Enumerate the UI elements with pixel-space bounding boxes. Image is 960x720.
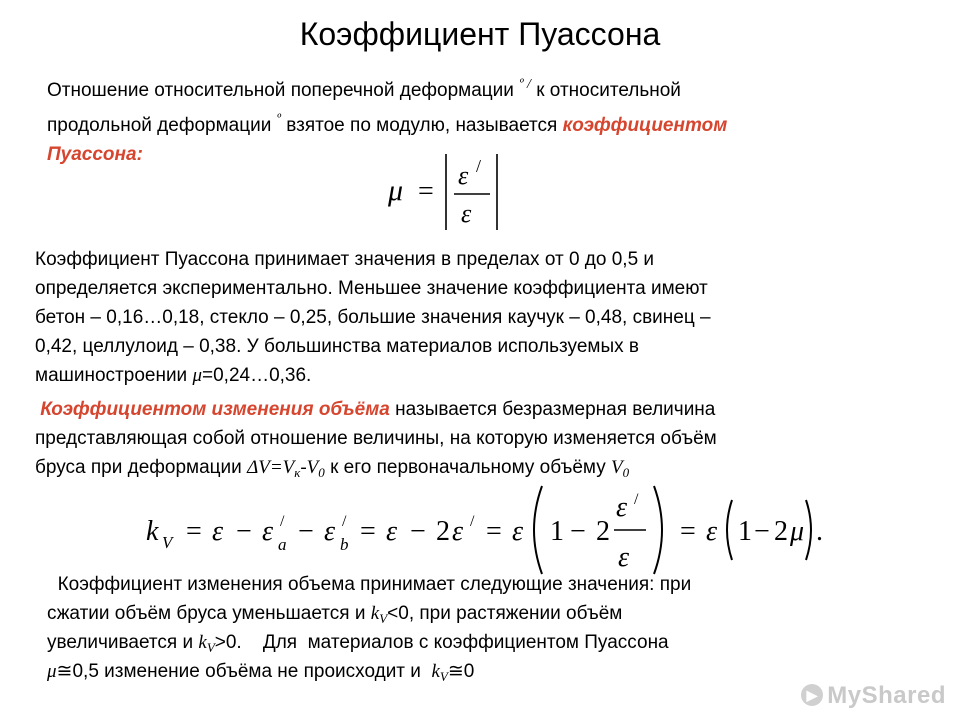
definition-line-2: продольной деформации $^º$ взятое по модулю, называется коэффициентом [47,112,728,136]
epsilon-symbol: º [276,112,281,127]
volume-line-1: Коэффициентом изменения объёма называется безразмерная величина [40,399,716,420]
prime-mark: / [476,156,482,176]
svg-text:=: = [186,516,202,547]
svg-text:−: − [410,516,426,547]
svg-text:/: / [634,491,639,508]
svg-text:2: 2 [774,516,788,547]
svg-text:1: 1 [738,516,752,547]
mu-symbol: μ [388,174,404,207]
svg-text:−: − [298,516,314,547]
volume-values-line-4: μ≅0,5 изменение объёма не происходит и $k_V≅0$ [47,661,475,684]
svg-text:/: / [280,513,285,530]
svg-text:=: = [486,516,502,547]
svg-text:ε: ε [262,516,274,547]
svg-text:/: / [470,513,475,530]
volume-line-3: бруса при деформации $\Delta V=V_к-V_0$ к его первоначальному объёму $V_0$ [35,457,630,480]
volume-values-line-3: увеличивается и $k_V>0$. Для материалов с коэффициентом Пуассона [47,632,669,655]
svg-text:ε: ε [616,492,628,523]
svg-text:−: − [570,516,586,547]
svg-text:2: 2 [596,516,610,547]
numerator-epsilon: ε [458,161,469,190]
svg-text:/: / [342,513,347,530]
watermark-logo: ▶ MyShared [801,682,946,710]
mu-symbol: μ [192,365,202,386]
values-line-4: 0,42, целлулоид – 0,38. У большинства материалов используемых в [35,336,640,357]
svg-text:2: 2 [436,516,450,547]
presentation-icon: ▶ [801,684,823,706]
svg-text:ε: ε [452,516,464,547]
svg-text:=: = [680,516,696,547]
definition-line-3: Пуассона: [47,144,143,165]
volume-definition-paragraph [35,395,717,482]
svg-text:a: a [278,535,287,554]
values-line-2: определяется экспериментально. Меньшее значение коэффициента имеют [35,278,708,299]
volume-values-paragraph [47,570,691,686]
svg-text:1: 1 [550,516,564,547]
delta-symbol: Δ [247,457,259,478]
epsilon-prime-symbol: º / [519,77,531,92]
svg-text:μ: μ [790,516,805,547]
svg-text:ε: ε [386,516,398,547]
values-line-1: Коэффициент Пуассона принимает значения в пределах от 0 до 0,5 и [35,249,655,270]
slide-title: Коэффициент Пуассона [299,16,661,52]
equals-sign: = [418,176,434,207]
values-line-3: бетон – 0,16…0,18, стекло – 0,25, большие значения каучук – 0,48, свинец – [35,307,711,328]
values-paragraph [35,245,711,390]
denominator-epsilon: ε [461,199,472,228]
svg-text:k: k [146,516,159,547]
svg-text:−: − [236,516,252,547]
values-line-5: машиностроении μ=0,24…0,36. [35,365,312,386]
svg-text:ε: ε [512,516,524,547]
svg-text:=: = [360,516,376,547]
volume-change-formula [140,480,830,580]
volume-line-2: представляющая собой отношение величины, на которую изменяется объём [35,428,717,449]
svg-text:ε: ε [706,516,718,547]
svg-text:ε: ε [618,542,630,573]
volume-values-line-1: Коэффициент изменения объема принимает следующие значения: при [57,574,692,595]
svg-text:b: b [340,535,349,554]
svg-text:ε: ε [212,516,224,547]
left-paren [534,486,542,574]
svg-text:ε: ε [324,516,336,547]
svg-text:−: − [754,516,770,547]
right-paren [654,486,662,574]
volume-values-line-2: сжатии объём бруса уменьшается и $k_V<0$, при растяжении объём [47,603,623,626]
mu-symbol: μ [47,661,57,682]
definition-line-1: Отношение относительной поперечной деформации $^{º /}$ к относительной [47,77,681,101]
svg-text:.: . [816,516,823,547]
svg-text:V: V [162,533,173,552]
poisson-formula [380,148,520,238]
